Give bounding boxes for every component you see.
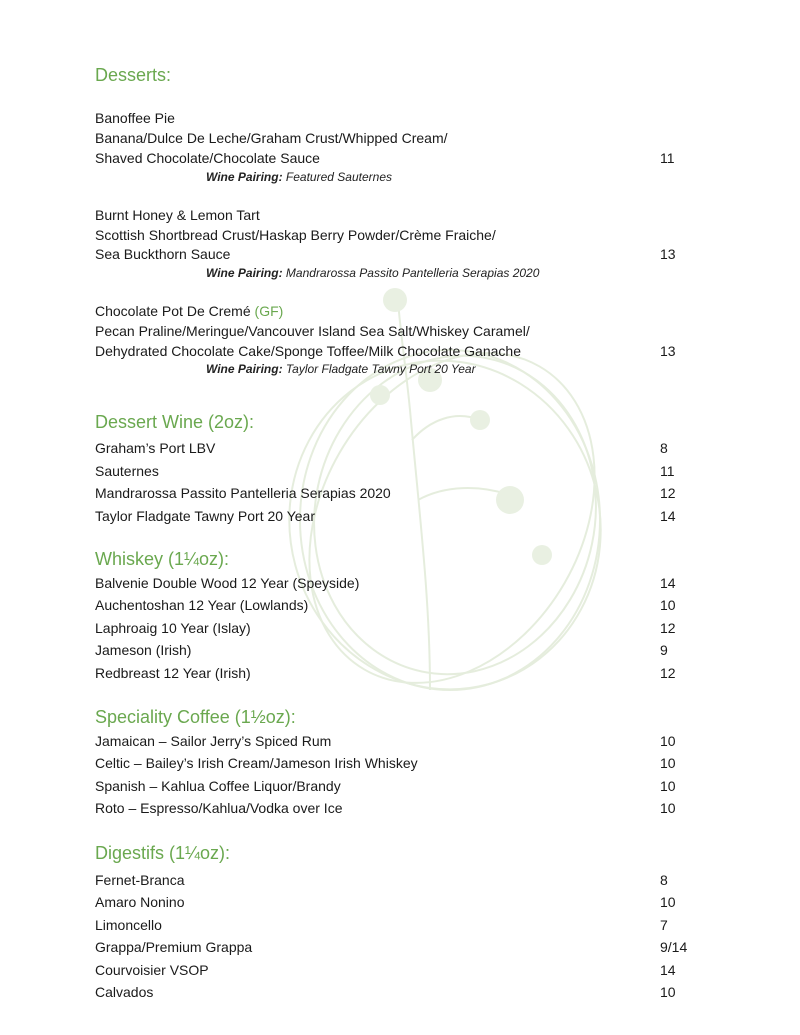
menu-item-price: 10 bbox=[660, 755, 676, 771]
menu-item-price: 8 bbox=[660, 872, 668, 888]
menu-item-name: Grappa/Premium Grappa bbox=[95, 939, 253, 955]
dessert-name-text: Chocolate Pot De Cremé bbox=[95, 303, 251, 319]
menu-item-name: Sauternes bbox=[95, 463, 159, 479]
desserts-title: Desserts: bbox=[95, 65, 172, 85]
menu-item-price: 10 bbox=[660, 894, 676, 910]
dessert-name: Burnt Honey & Lemon Tart bbox=[95, 207, 260, 223]
menu-item-name: Taylor Fladgate Tawny Port 20 Year bbox=[95, 508, 315, 524]
menu-item-price: 10 bbox=[660, 733, 676, 749]
menu-item-name: Mandrarossa Passito Pantelleria Serapias 2020 bbox=[95, 485, 391, 501]
wine-pairing bbox=[206, 170, 392, 184]
menu-item-name: Limoncello bbox=[95, 917, 162, 933]
menu-item-price: 7 bbox=[660, 917, 668, 933]
speciality-coffee-title: Speciality Coffee (1½oz): bbox=[95, 707, 296, 727]
menu-item-name: Spanish – Kahlua Coffee Liquor/Brandy bbox=[95, 778, 341, 794]
menu-item-price: 12 bbox=[660, 620, 676, 636]
menu-item-name: Celtic – Bailey’s Irish Cream/Jameson Irish Whiskey bbox=[95, 755, 418, 771]
menu-item-name: Auchentoshan 12 Year (Lowlands) bbox=[95, 597, 309, 613]
menu-item-name: Jameson (Irish) bbox=[95, 642, 192, 658]
menu-item-name: Laphroaig 10 Year (Islay) bbox=[95, 620, 251, 636]
menu-item-price: 10 bbox=[660, 800, 676, 816]
whiskey-title: Whiskey (1¼oz): bbox=[95, 549, 230, 569]
wine-pairing bbox=[206, 362, 476, 376]
dessert-wine-title: Dessert Wine (2oz): bbox=[95, 412, 255, 432]
dessert-price: 13 bbox=[660, 246, 676, 262]
menu-item-price: 10 bbox=[660, 984, 676, 1000]
menu-item-name: Balvenie Double Wood 12 Year (Speyside) bbox=[95, 575, 360, 591]
menu-item-price: 11 bbox=[660, 463, 675, 479]
menu-item-name: Graham’s Port LBV bbox=[95, 440, 216, 456]
menu-item-price: 14 bbox=[660, 575, 676, 591]
dessert-description: Banana/Dulce De Leche/Graham Crust/Whipped Cream/ bbox=[95, 130, 448, 146]
menu-item-name: Amaro Nonino bbox=[95, 894, 185, 910]
menu-item-name: Calvados bbox=[95, 984, 154, 1000]
dessert-name: Banoffee Pie bbox=[95, 110, 175, 126]
menu-item-price: 10 bbox=[660, 597, 676, 613]
menu-item-price: 12 bbox=[660, 485, 676, 501]
menu-item-price: 12 bbox=[660, 665, 676, 681]
dessert-description: Shaved Chocolate/Chocolate Sauce bbox=[95, 150, 320, 166]
dessert-description: Dehydrated Chocolate Cake/Sponge Toffee/Milk Chocolate Ganache bbox=[95, 343, 521, 359]
dessert-description: Scottish Shortbread Crust/Haskap Berry Powder/Crème Fraiche/ bbox=[95, 227, 496, 243]
menu-item-price: 14 bbox=[660, 508, 676, 524]
wine-pairing bbox=[206, 266, 539, 280]
menu-item-price: 8 bbox=[660, 440, 668, 456]
wine-pairing-label: Wine Pairing: bbox=[206, 362, 283, 376]
menu-item-price: 9/14 bbox=[660, 939, 688, 955]
menu-item-price: 10 bbox=[660, 778, 676, 794]
dessert-price: 13 bbox=[660, 343, 676, 359]
menu-item-name: Fernet-Branca bbox=[95, 872, 185, 888]
menu-item-name: Roto – Espresso/Kahlua/Vodka over Ice bbox=[95, 800, 343, 816]
wine-pairing-label: Wine Pairing: bbox=[206, 170, 283, 184]
dessert-description: Sea Buckthorn Sauce bbox=[95, 246, 231, 262]
gluten-free-tag: (GF) bbox=[254, 303, 284, 319]
wine-pairing-value: Featured Sauternes bbox=[285, 170, 392, 184]
menu-item-price: 9 bbox=[660, 642, 668, 658]
menu-item-name: Jamaican – Sailor Jerry’s Spiced Rum bbox=[95, 733, 332, 749]
digestifs-title: Digestifs (1¼oz): bbox=[95, 843, 231, 863]
menu-item-name: Redbreast 12 Year (Irish) bbox=[95, 665, 251, 681]
dessert-name bbox=[95, 303, 283, 319]
wine-pairing-value: Taylor Fladgate Tawny Port 20 Year bbox=[285, 362, 476, 376]
wine-pairing-label: Wine Pairing: bbox=[206, 266, 283, 280]
menu-item-name: Courvoisier VSOP bbox=[95, 962, 209, 978]
dessert-description: Pecan Praline/Meringue/Vancouver Island Sea Salt/Whiskey Caramel/ bbox=[95, 323, 530, 339]
dessert-price: 11 bbox=[660, 150, 675, 166]
wine-pairing-value: Mandrarossa Passito Pantelleria Serapias 2020 bbox=[285, 266, 540, 280]
menu-item-price: 14 bbox=[660, 962, 676, 978]
